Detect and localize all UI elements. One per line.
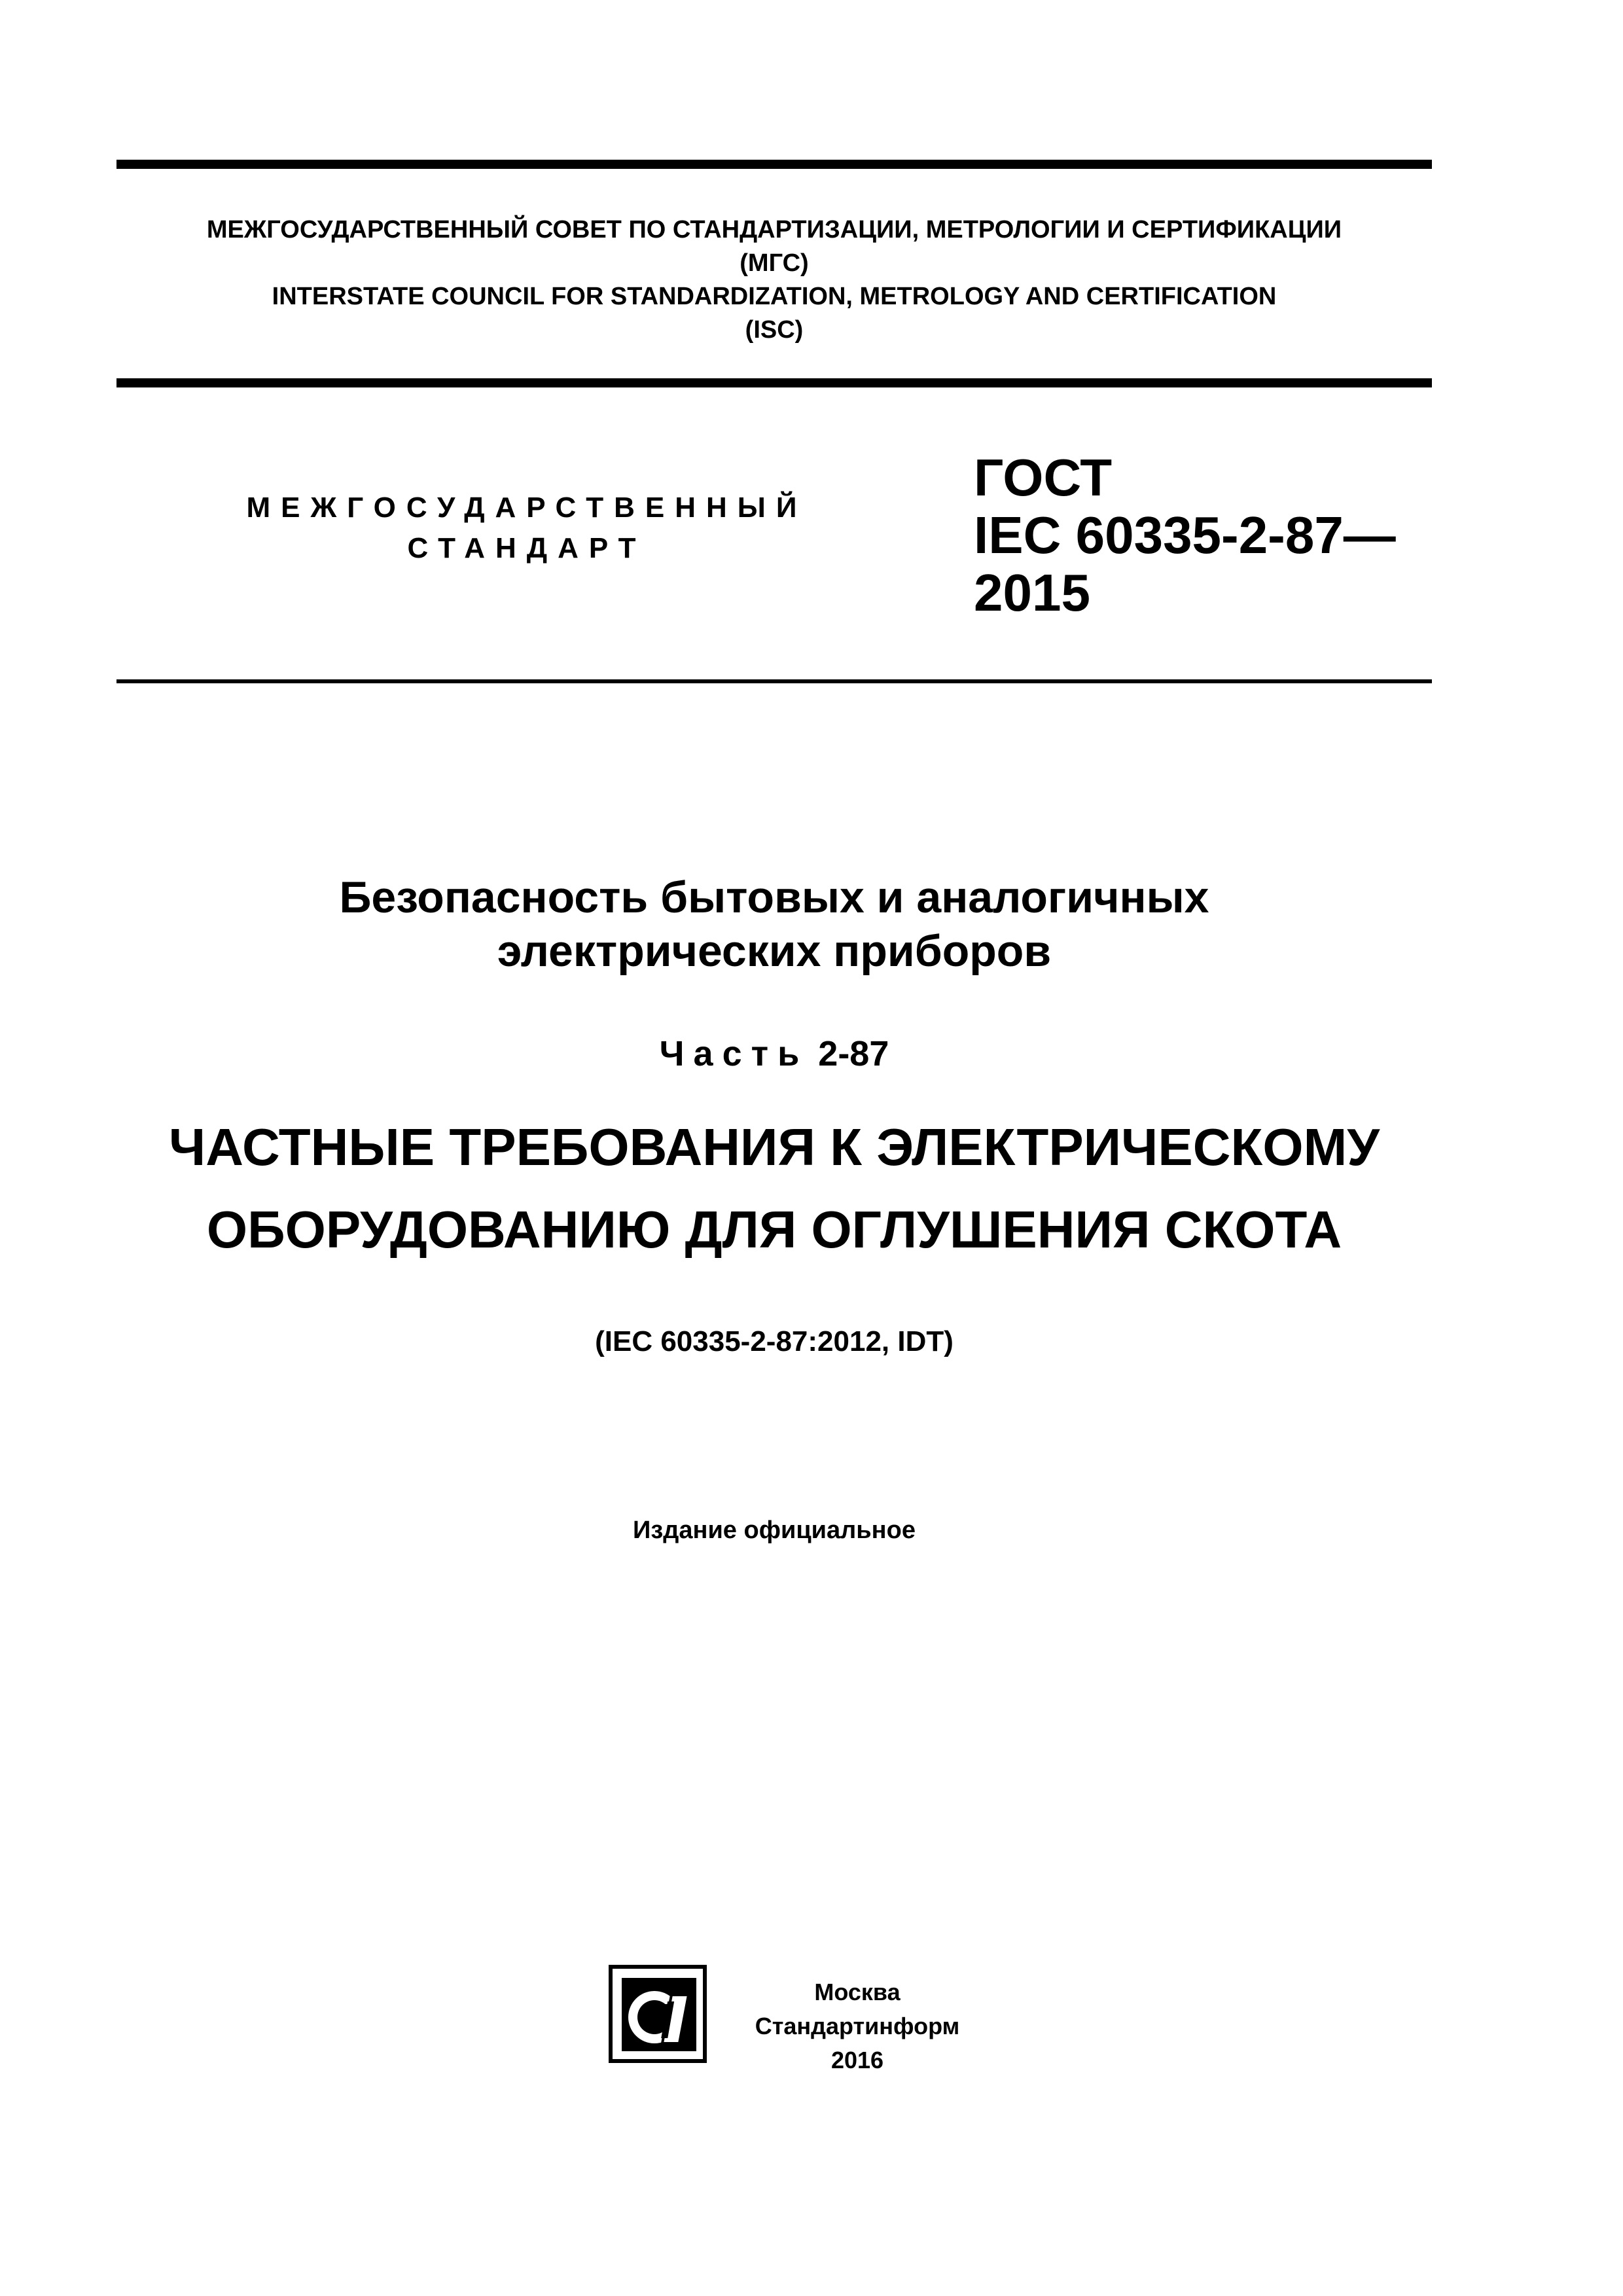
standard-code-line3: 2015 xyxy=(974,564,1090,622)
header-divider xyxy=(116,679,1432,683)
council-abbr-ru: (МГС) xyxy=(740,249,809,277)
standartinform-logo-icon xyxy=(609,1965,707,2063)
document-title-line2: электрических приборов xyxy=(497,926,1052,976)
publisher-name: Стандартинформ xyxy=(755,2013,960,2039)
publisher-city: Москва xyxy=(814,1979,901,2005)
council-name-en: INTERSTATE COUNCIL FOR STANDARDIZATION, METROLOGY AND CERTIFICATION xyxy=(272,283,1277,310)
standard-type-line2: СТАНДАРТ xyxy=(407,532,647,564)
top-rule xyxy=(116,160,1432,169)
part-number: 2-87 xyxy=(818,1034,889,1073)
standard-type-label xyxy=(196,488,857,569)
edition-label: Издание официальное xyxy=(633,1516,916,1544)
document-subtitle-line1: ЧАСТНЫЕ ТРЕБОВАНИЯ К ЭЛЕКТРИЧЕСКОМУ xyxy=(169,1118,1380,1176)
standard-code xyxy=(974,449,1396,622)
iec-reference: (IEC 60335-2-87:2012, IDT) xyxy=(595,1325,954,1357)
document-title xyxy=(116,870,1432,978)
part-label xyxy=(116,1031,1432,1077)
council-name-ru: МЕЖГОСУДАРСТВЕННЫЙ СОВЕТ ПО СТАНДАРТИЗАЦИИ, МЕТРОЛОГИИ И СЕРТИФИКАЦИИ xyxy=(206,216,1342,243)
part-word: Часть xyxy=(659,1034,809,1073)
publisher-year: 2016 xyxy=(830,2047,884,2073)
publisher-info xyxy=(726,1975,988,2077)
council-abbr-en: (ISC) xyxy=(745,316,804,344)
document-title-line1: Безопасность бытовых и аналогичных xyxy=(339,872,1209,922)
standard-type-line1: МЕЖГОСУДАРСТВЕННЫЙ xyxy=(246,492,808,524)
standard-code-line2: IEC 60335-2-87— xyxy=(974,506,1396,564)
council-header xyxy=(116,213,1432,347)
standard-code-line1: ГОСТ xyxy=(974,448,1113,507)
document-subtitle xyxy=(116,1106,1432,1271)
council-divider xyxy=(116,378,1432,387)
document-subtitle-line2: ОБОРУДОВАНИЮ ДЛЯ ОГЛУШЕНИЯ СКОТА xyxy=(206,1200,1342,1259)
